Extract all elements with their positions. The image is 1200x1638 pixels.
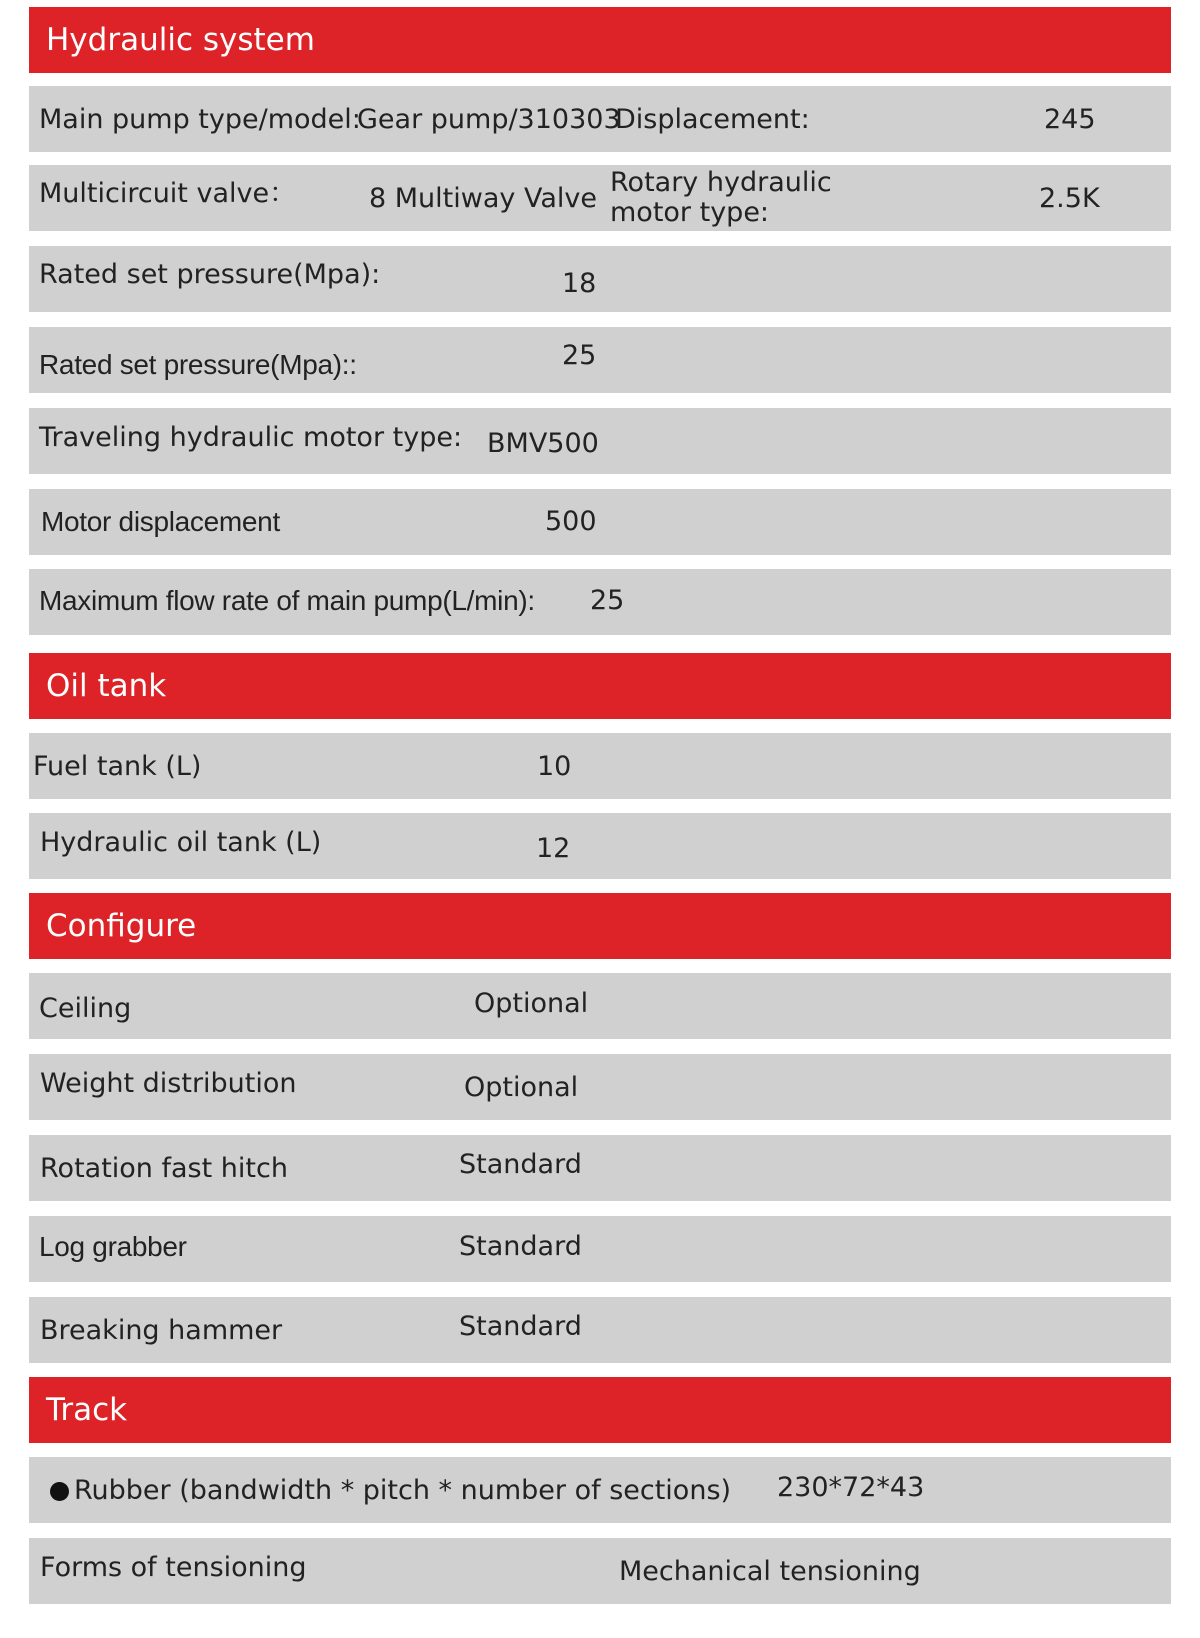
spec-row-rotation-fast-hitch bbox=[29, 1135, 1171, 1201]
spec-value: 12 bbox=[536, 833, 571, 864]
spec-value: 245 bbox=[1044, 104, 1096, 135]
section-header-oil-tank bbox=[29, 653, 1171, 719]
spec-row-multicircuit bbox=[29, 165, 1171, 231]
spec-value: 230*72*43 bbox=[777, 1472, 925, 1503]
spec-label: Rotary hydraulic motor type: bbox=[610, 167, 832, 228]
spec-row-travel-motor bbox=[29, 408, 1171, 474]
spec-row-weight-distribution bbox=[29, 1054, 1171, 1120]
spec-label: Log grabber bbox=[39, 1231, 187, 1262]
section-title: Track bbox=[46, 1392, 128, 1428]
spec-row-main-pump bbox=[29, 86, 1171, 152]
spec-value: Standard bbox=[459, 1311, 582, 1342]
spec-row-max-flow bbox=[29, 569, 1171, 635]
spec-label: Rotation fast hitch bbox=[40, 1153, 288, 1184]
spec-value: 8 Multiway Valve bbox=[369, 183, 597, 214]
spec-row-rubber-track bbox=[29, 1457, 1171, 1523]
spec-label: Breaking hammer bbox=[40, 1315, 283, 1346]
spec-value: Mechanical tensioning bbox=[619, 1556, 921, 1587]
spec-label: Rated set pressure(Mpa): bbox=[39, 259, 381, 290]
spec-value: Standard bbox=[459, 1231, 582, 1262]
section-title: Configure bbox=[46, 908, 197, 944]
spec-value: Optional bbox=[474, 988, 589, 1019]
spec-label: Displacement: bbox=[615, 104, 810, 135]
spec-label: Maximum flow rate of main pump(L/min): bbox=[39, 585, 535, 616]
spec-value: 10 bbox=[537, 751, 572, 782]
spec-label: Motor displacement bbox=[41, 506, 280, 537]
section-header-configure bbox=[29, 893, 1171, 959]
spec-value: Gear pump/310303 bbox=[357, 104, 621, 135]
spec-value: Standard bbox=[459, 1149, 582, 1180]
spec-row-breaking-hammer bbox=[29, 1297, 1171, 1363]
spec-value: 18 bbox=[562, 268, 597, 299]
section-title: Hydraulic system bbox=[46, 22, 315, 58]
spec-row-ceiling bbox=[29, 973, 1171, 1039]
spec-value: 25 bbox=[590, 585, 625, 616]
spec-label: Fuel tank (L) bbox=[33, 751, 202, 782]
spec-row-tensioning bbox=[29, 1538, 1171, 1604]
spec-value: Optional bbox=[464, 1072, 579, 1103]
bullet-icon bbox=[50, 1482, 69, 1501]
spec-value: 500 bbox=[545, 506, 597, 537]
spec-label: Weight distribution bbox=[40, 1068, 297, 1099]
spec-row-rated-pressure-1 bbox=[29, 246, 1171, 312]
spec-row-motor-displacement bbox=[29, 489, 1171, 555]
spec-row-log-grabber bbox=[29, 1216, 1171, 1282]
spec-label: Ceiling bbox=[39, 993, 132, 1024]
spec-row-hydraulic-oil-tank bbox=[29, 813, 1171, 879]
section-header-hydraulic bbox=[29, 7, 1171, 73]
spec-label: Main pump type/model: bbox=[39, 104, 361, 135]
spec-label: Rubber (bandwidth * pitch * number of sections) bbox=[74, 1475, 732, 1506]
spec-label: Multicircuit valve： bbox=[39, 178, 297, 209]
spec-label: Forms of tensioning bbox=[40, 1552, 307, 1583]
spec-value: 25 bbox=[562, 340, 597, 371]
spec-row-rated-pressure-2 bbox=[29, 327, 1171, 393]
spec-label: Rated set pressure(Mpa):: bbox=[39, 349, 357, 380]
section-title: Oil tank bbox=[46, 668, 167, 704]
spec-value: 2.5K bbox=[1039, 183, 1100, 214]
section-header-track bbox=[29, 1377, 1171, 1443]
spec-value: BMV500 bbox=[487, 428, 599, 459]
spec-row-fuel-tank bbox=[29, 733, 1171, 799]
spec-label: Traveling hydraulic motor type: bbox=[39, 422, 463, 453]
spec-label: Hydraulic oil tank (L) bbox=[40, 827, 322, 858]
